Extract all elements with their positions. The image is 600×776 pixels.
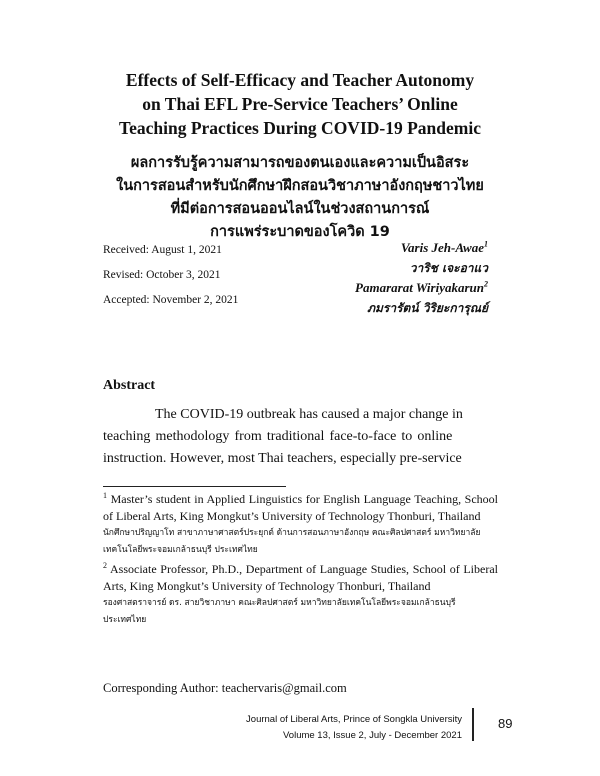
title-th-line: ผลการรับรู้ความสามารถของตนเองและความเป็นอิสระ <box>130 155 470 171</box>
abstract-heading: Abstract <box>103 378 156 393</box>
abstract-line: The COVID-19 outbreak has caused a major change in <box>155 407 463 422</box>
journal-footer <box>246 712 462 744</box>
title-en-line: Teaching Practices During COVID-19 Pandemic <box>119 118 481 138</box>
received-date: Received: August 1, 2021 <box>103 244 222 256</box>
title-en-line: on Thai EFL Pre-Service Teachers’ Online <box>142 94 458 114</box>
submission-dates <box>103 238 238 313</box>
paper-title-thai <box>40 152 560 244</box>
footnotes <box>103 491 498 631</box>
footnote-affiliation-th: รองศาสตราจารย์ ดร. สายวิชาภาษา คณะศิลปศาสตร์ มหาวิทยาลัยเทคโนโลยีพระจอมเกล้าธนบุรี ประเทศไทย <box>103 598 456 625</box>
footnote-affiliation-en: $^2$ Associate Professor, Ph.D., Department of Language Studies, School of Liberal Arts, King Mongkut’s University of Technology Thonburi, Thailand <box>103 561 498 593</box>
title-th-line: การแพร่ระบาดของโควิด 19 <box>210 224 390 240</box>
title-en-line: Effects of Self-Efficacy and Teacher Autonomy <box>125 70 475 90</box>
author-name-en: Pamararat Wiriyakarun$^2$ <box>355 279 488 295</box>
abstract-line: instruction. However, most Thai teachers, especially pre-service <box>103 451 462 466</box>
accepted-date: Accepted: November 2, 2021 <box>103 294 239 306</box>
journal-name: Journal of Liberal Arts, Prince of Songkla University <box>246 714 462 725</box>
footer-divider <box>472 708 474 741</box>
author-name-th: วาริช เจะอาแว <box>409 261 488 275</box>
journal-issue: Volume 13, Issue 2, July - December 2021 <box>282 730 462 741</box>
revised-date: Revised: October 3, 2021 <box>103 269 221 281</box>
page-number: 89 <box>498 716 513 731</box>
title-th-line: ที่มีต่อการสอนออนไลน์ในช่วงสถานการณ์ <box>170 201 430 217</box>
abstract-text <box>103 404 490 470</box>
title-th-line: ในการสอนสำหรับนักศึกษาฝึกสอนวิชาภาษาอังกฤษชาวไทย <box>116 178 484 194</box>
abstract-line: teaching methodology from traditional face-to-face to online <box>103 429 453 444</box>
footnote-affiliation-en: $^1$ Master’s student in Applied Linguistics for English Language Teaching, School of Liberal Arts, King Mongkut’s University of Technology Thonburi, Thailand <box>103 491 498 523</box>
footnote-divider <box>103 486 286 487</box>
paper-title-english <box>60 68 540 140</box>
corresponding-author: Corresponding Author: teachervaris@gmail.com <box>103 681 347 695</box>
author-name-th: ภมรารัตน์ วิริยะการุณย์ <box>367 301 488 315</box>
footnote-affiliation-th: นักศึกษาปริญญาโท สาขาภาษาศาสตร์ประยุกต์ ด้านการสอนภาษาอังกฤษ คณะศิลปศาสตร์ มหาวิทยาลัยเทคโนโลยีพระจอมเกล้าธนบุรี ประเทศไทย <box>103 528 481 555</box>
author-list <box>355 238 488 318</box>
author-name-en: Varis Jeh-Awae$^1$ <box>400 239 488 255</box>
